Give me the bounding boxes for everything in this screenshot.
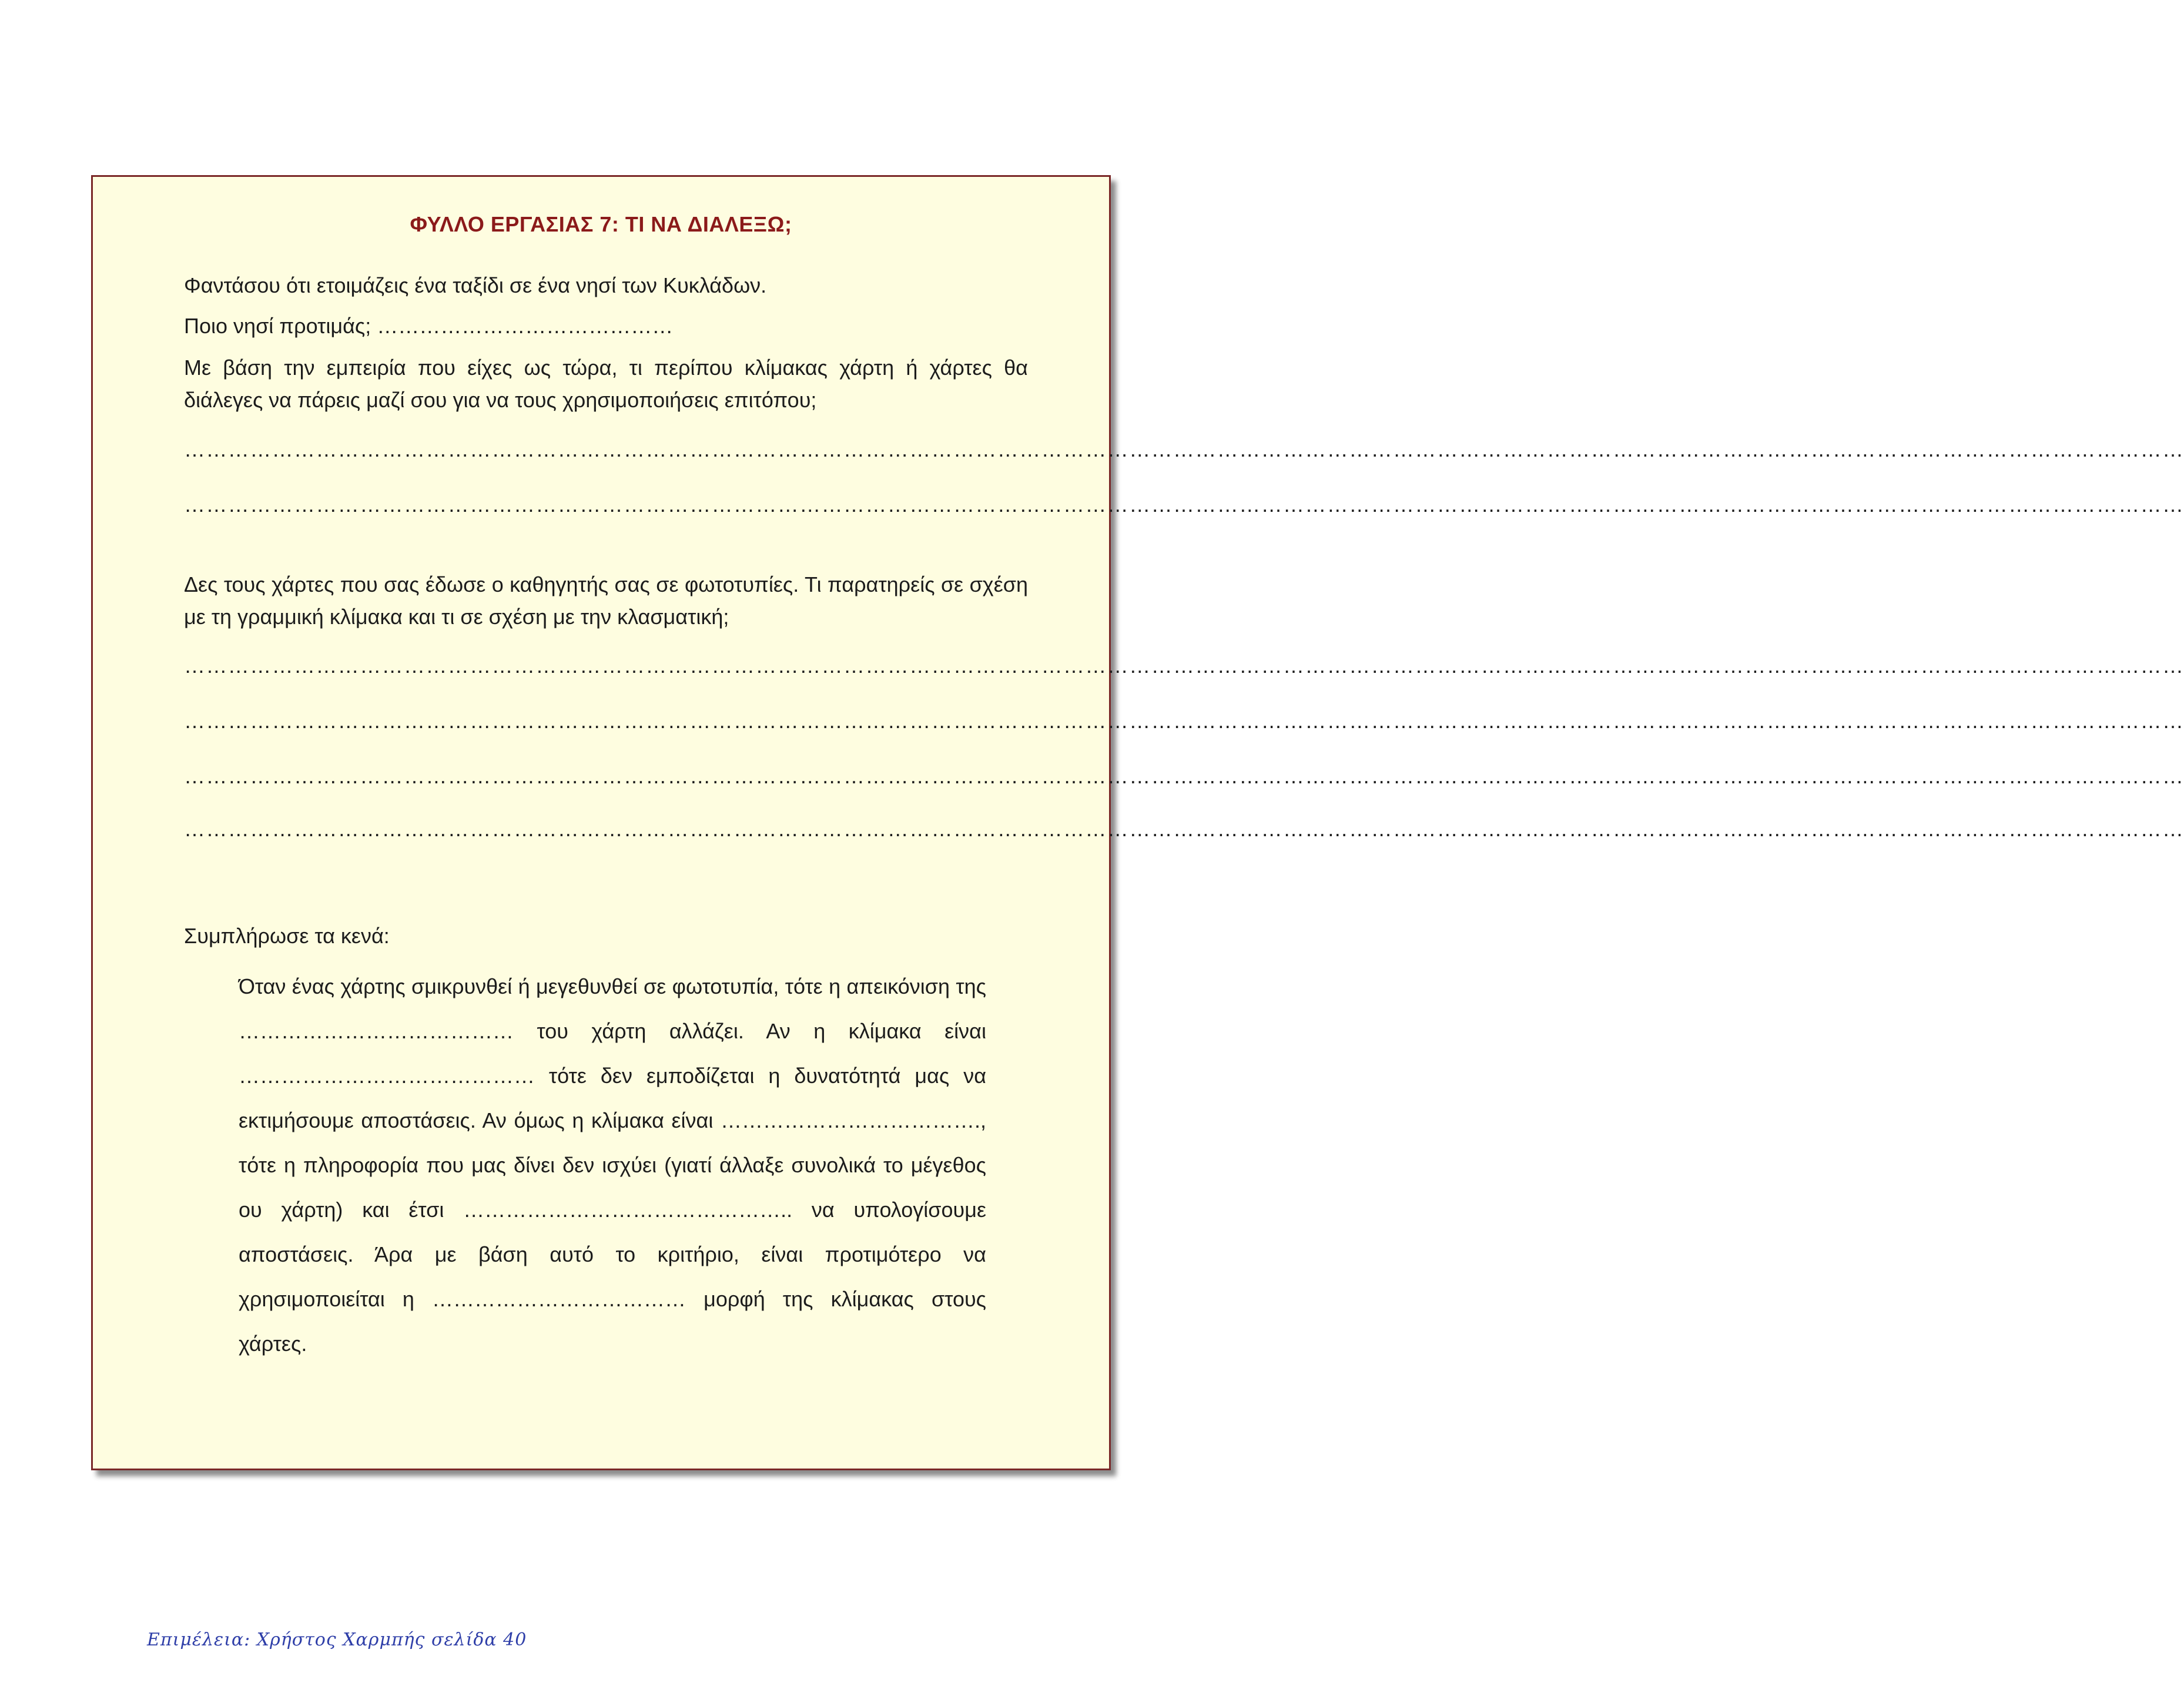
answer-line: ………………………………………………………………………………………………………………………………………………………………………………………………………………………………………………… [184,653,2184,678]
answer-line: ………………………………………………………………………………………………………………………………………………………………………………………………………………………………………………… [184,764,2184,788]
answer-line: ………………………………………………………………………………………………………………………………………………………………………………………………………………………………………………… [184,709,2184,733]
fill-heading: Συμπλήρωσε τα κενά: [184,924,390,948]
page-footer: Επιμέλεια: Χρήστος Χαρμπής σελίδα 40 [147,1630,527,1650]
answer-line: ………………………………………………………………………………………………………………………………………………………………………………………………………………………………………………… [184,817,2184,841]
intro-text: Φαντάσου ότι ετοιμάζεις ένα ταξίδι σε ένα νησί των Κυκλάδων. [184,273,767,297]
fill-in-paragraph: Όταν ένας χάρτης σμικρυνθεί ή μεγεθυνθεί σε φωτοτυπία, τότε η απεικόνιση της ………………………………… του χάρτη αλλάζει. Αν η κλίμακα είναι …………………………………… τότε δεν εμποδίζεται η δυνατότητά μας να εκτιμήσουμε αποστάσεις. Αν όμως η κλίμακα είναι ………………………………., τότε η πληροφορία που μας δίνει δεν ισχύει (γιατί άλλαξε συνολικά το μέγεθος ου χάρτη) και έτσι ……………………………………….. να υπολογίσουμε αποστάσεις. Άρα με βάση αυτό το κριτήριο, είναι προτιμότερο να χρησιμοποιείται η ……………………………… μορφή της κλίμακας στους χάρτες. [239,974,986,1356]
island-question: Ποιο νησί προτιμάς; …………………………………… [184,314,674,338]
question-2: Δες τους χάρτες που σας έδωσε ο καθηγητής σας σε φωτοτυπίες. Τι παρατηρείς σε σχέση με τη γραμμική κλίμακα και τι σε σχέση με την κλασματική; [184,572,1028,629]
question-1: Με βάση την εμπειρία που είχες ως τώρα, τι περίπου κλίμακας χάρτη ή χάρτες θα διάλεγες να πάρεις μαζί σου για να τους χρησιμοποιήσεις επιτόπου; [184,356,1028,412]
worksheet-panel [91,175,2184,1470]
worksheet-title: ΦΥΛΛΟ ΕΡΓΑΣΙΑΣ 7: ΤΙ ΝΑ ΔΙΑΛΕΞΩ; [410,212,792,236]
answer-line: ………………………………………………………………………………………………………………………………………………………………………………………………………………………………………………… [184,437,2184,461]
answer-line: ………………………………………………………………………………………………………………………………………………………………………………………………………………………………………………… [184,492,2184,517]
